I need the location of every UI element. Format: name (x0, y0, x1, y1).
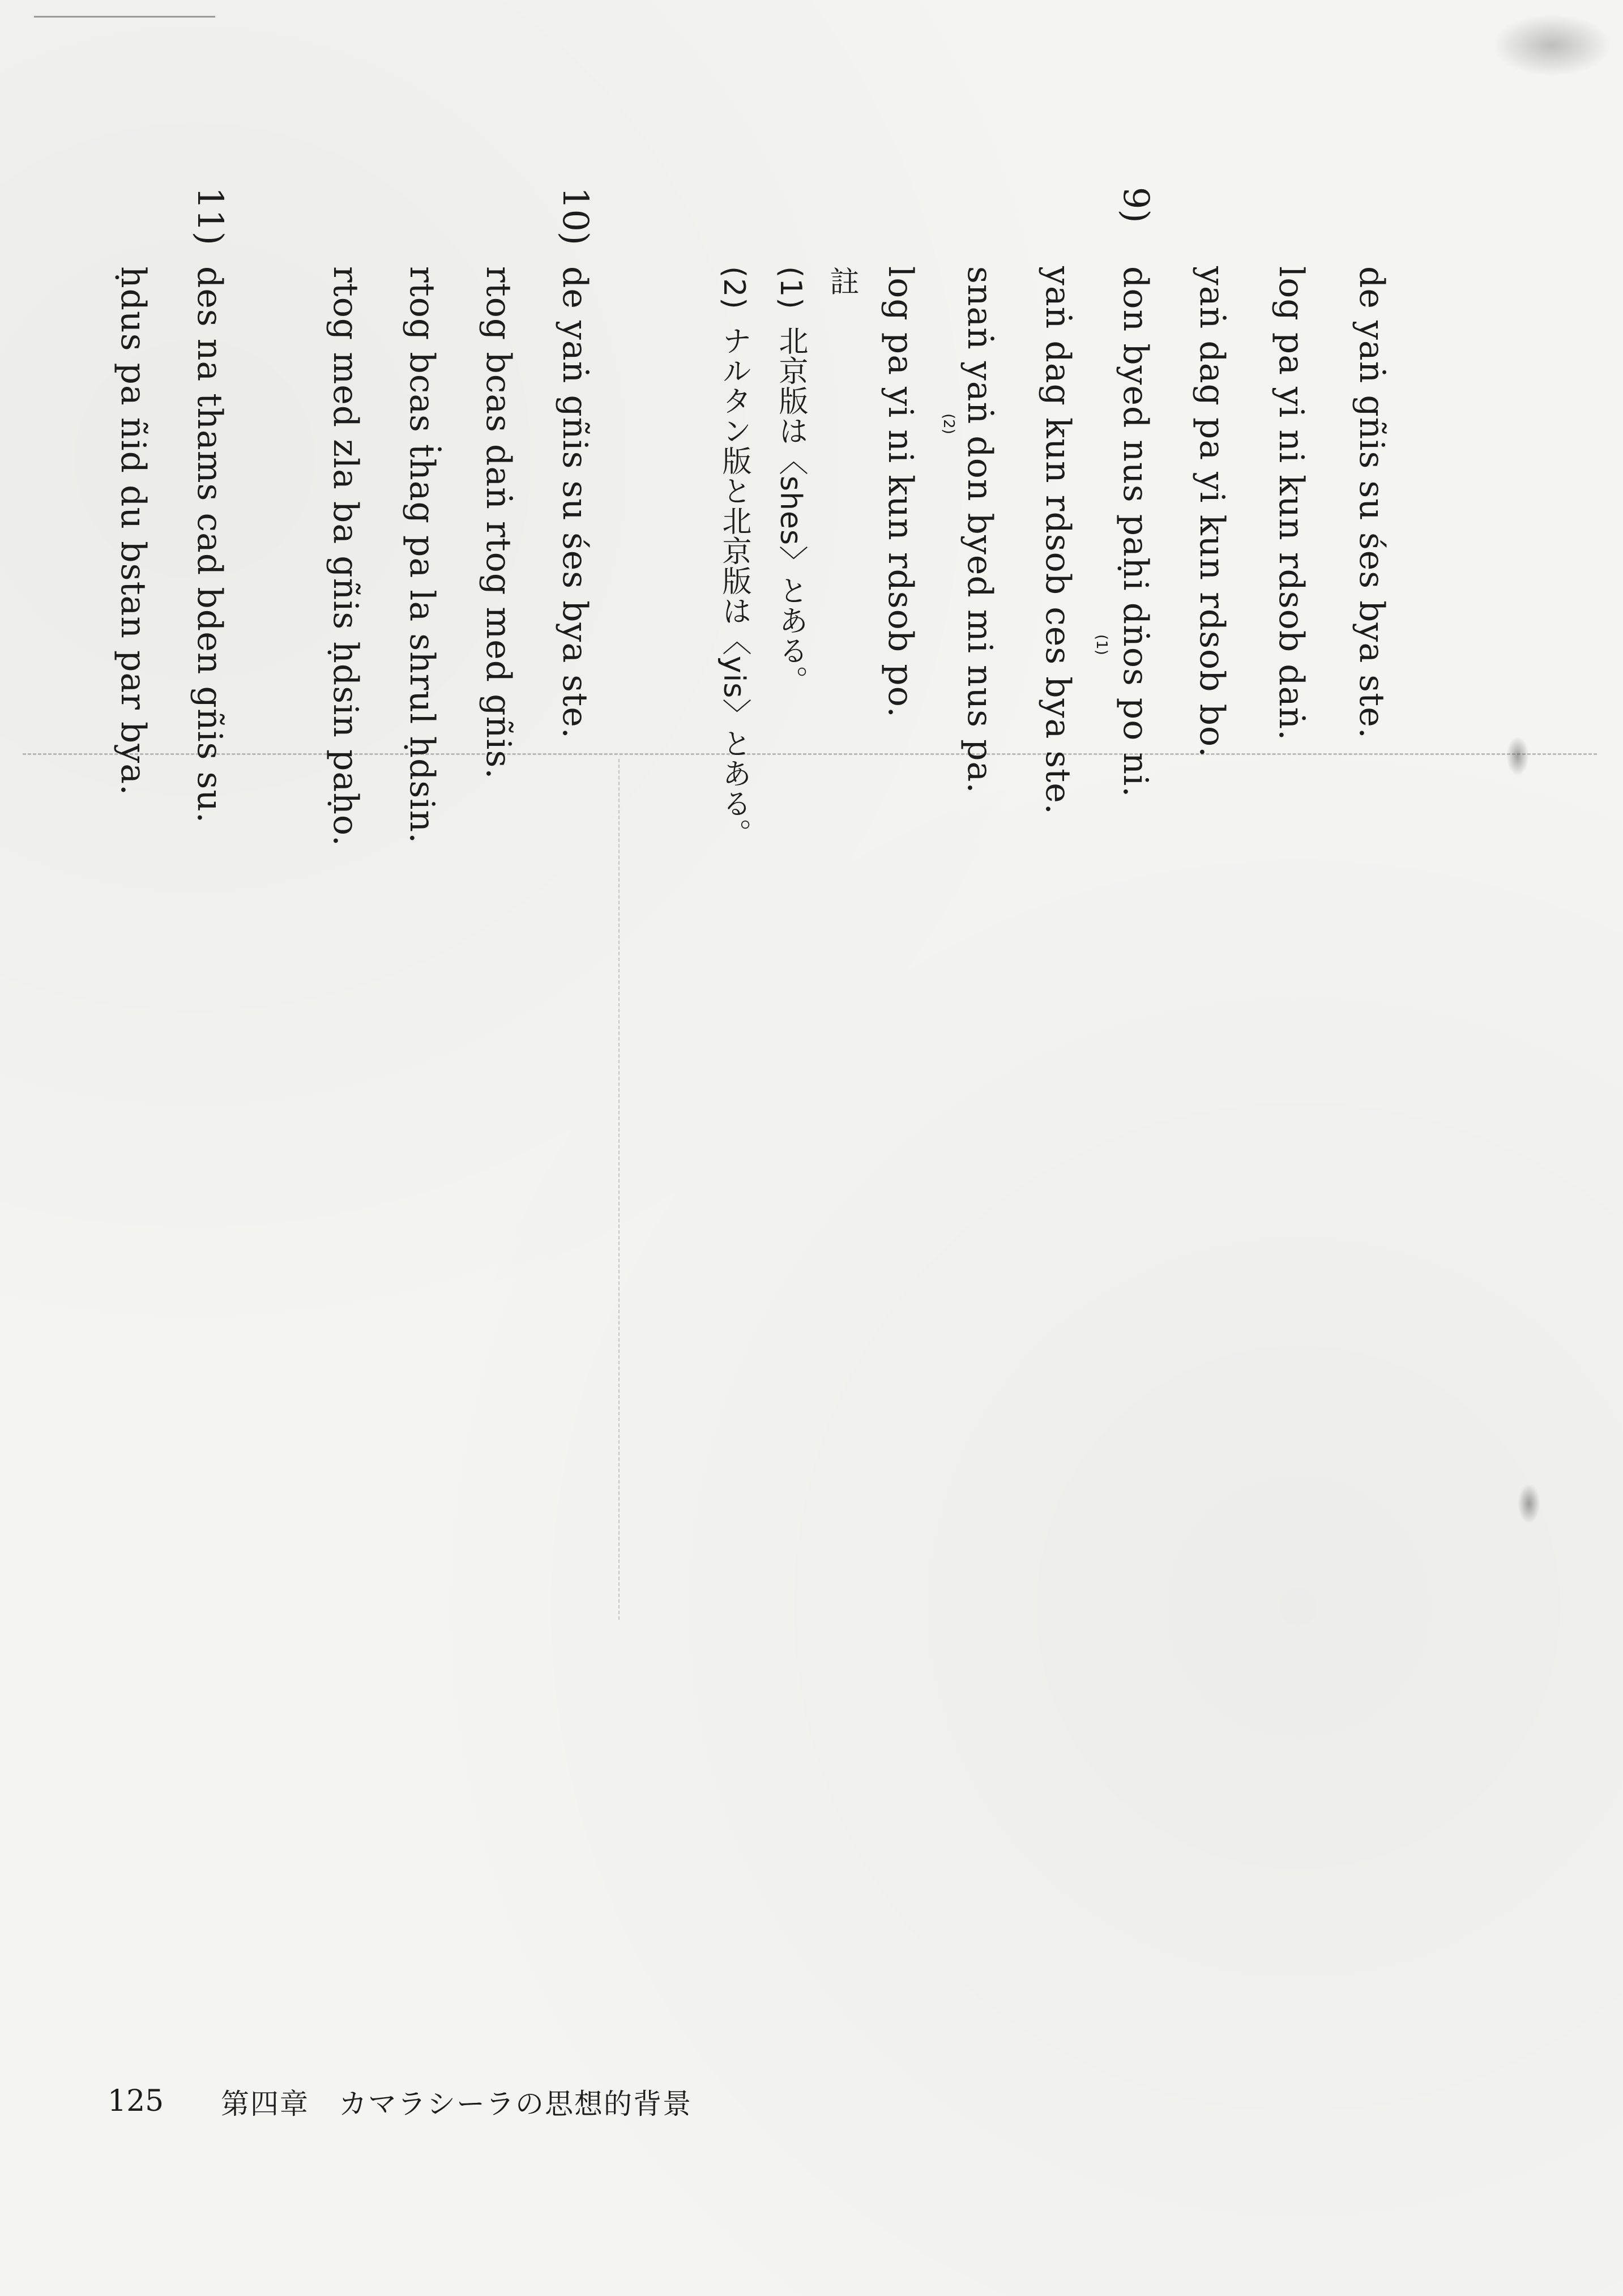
footnote-1-mark: (1) (774, 266, 808, 310)
verse-number: 9) (1116, 187, 1157, 223)
text-line: snaṅ yaṅ don byed mi nus pa. (960, 266, 1000, 794)
footnote-1: 北京版は〈shes〉とある。 (774, 326, 808, 696)
footnote-2-mark: (2) (717, 266, 751, 310)
footnote-marker: (1) (1093, 634, 1110, 655)
top-rule (34, 16, 215, 18)
fold-line-vertical (618, 759, 620, 1620)
verse-number: 10) (555, 187, 596, 246)
text-line: yaṅ dag kun rdsob ces bya ste. (1038, 266, 1078, 815)
running-header: 第四章 カマラシーラの思想的背景 (221, 2088, 692, 2120)
text-line: yaṅ dag pa yi kun rdsob bo. (1192, 266, 1232, 758)
text-line: ḥdus pa ñid du bstan par bya. (113, 266, 153, 796)
binding-mark (1518, 1484, 1540, 1523)
binding-mark (1506, 736, 1529, 776)
verse-number: 11) (190, 187, 231, 246)
text-line: de yaṅ gñis su śes bya ste. (555, 266, 595, 739)
footnote-2: ナルタン版と北京版は〈yis〉とある。 (717, 326, 751, 849)
footnote-marker: (2) (940, 413, 957, 434)
page-number: 125 (108, 2084, 164, 2118)
text-line: rtog bcas ṫhag pa la shrul ḥdsin. (402, 266, 442, 844)
text-line: don byed nus paḥi dṅos po ni. (1116, 266, 1155, 798)
scan-smudge (1493, 14, 1612, 76)
text-line: de yaṅ gñis su śes bya ste. (1352, 266, 1391, 739)
notes-heading: 註 (825, 266, 859, 296)
text-line: des na thams cad bden gñis su. (190, 266, 229, 824)
text-line: log pa yi ni kun rdsob po. (881, 266, 920, 718)
text-line: log pa yi ni kun rdsob daṅ. (1271, 266, 1311, 741)
text-line: rtog bcas daṅ rtog med gñis. (479, 266, 518, 780)
fold-line-horizontal (23, 753, 1597, 755)
text-line: rtog med zla ba gñis ḥdsin paḥo. (326, 266, 365, 847)
